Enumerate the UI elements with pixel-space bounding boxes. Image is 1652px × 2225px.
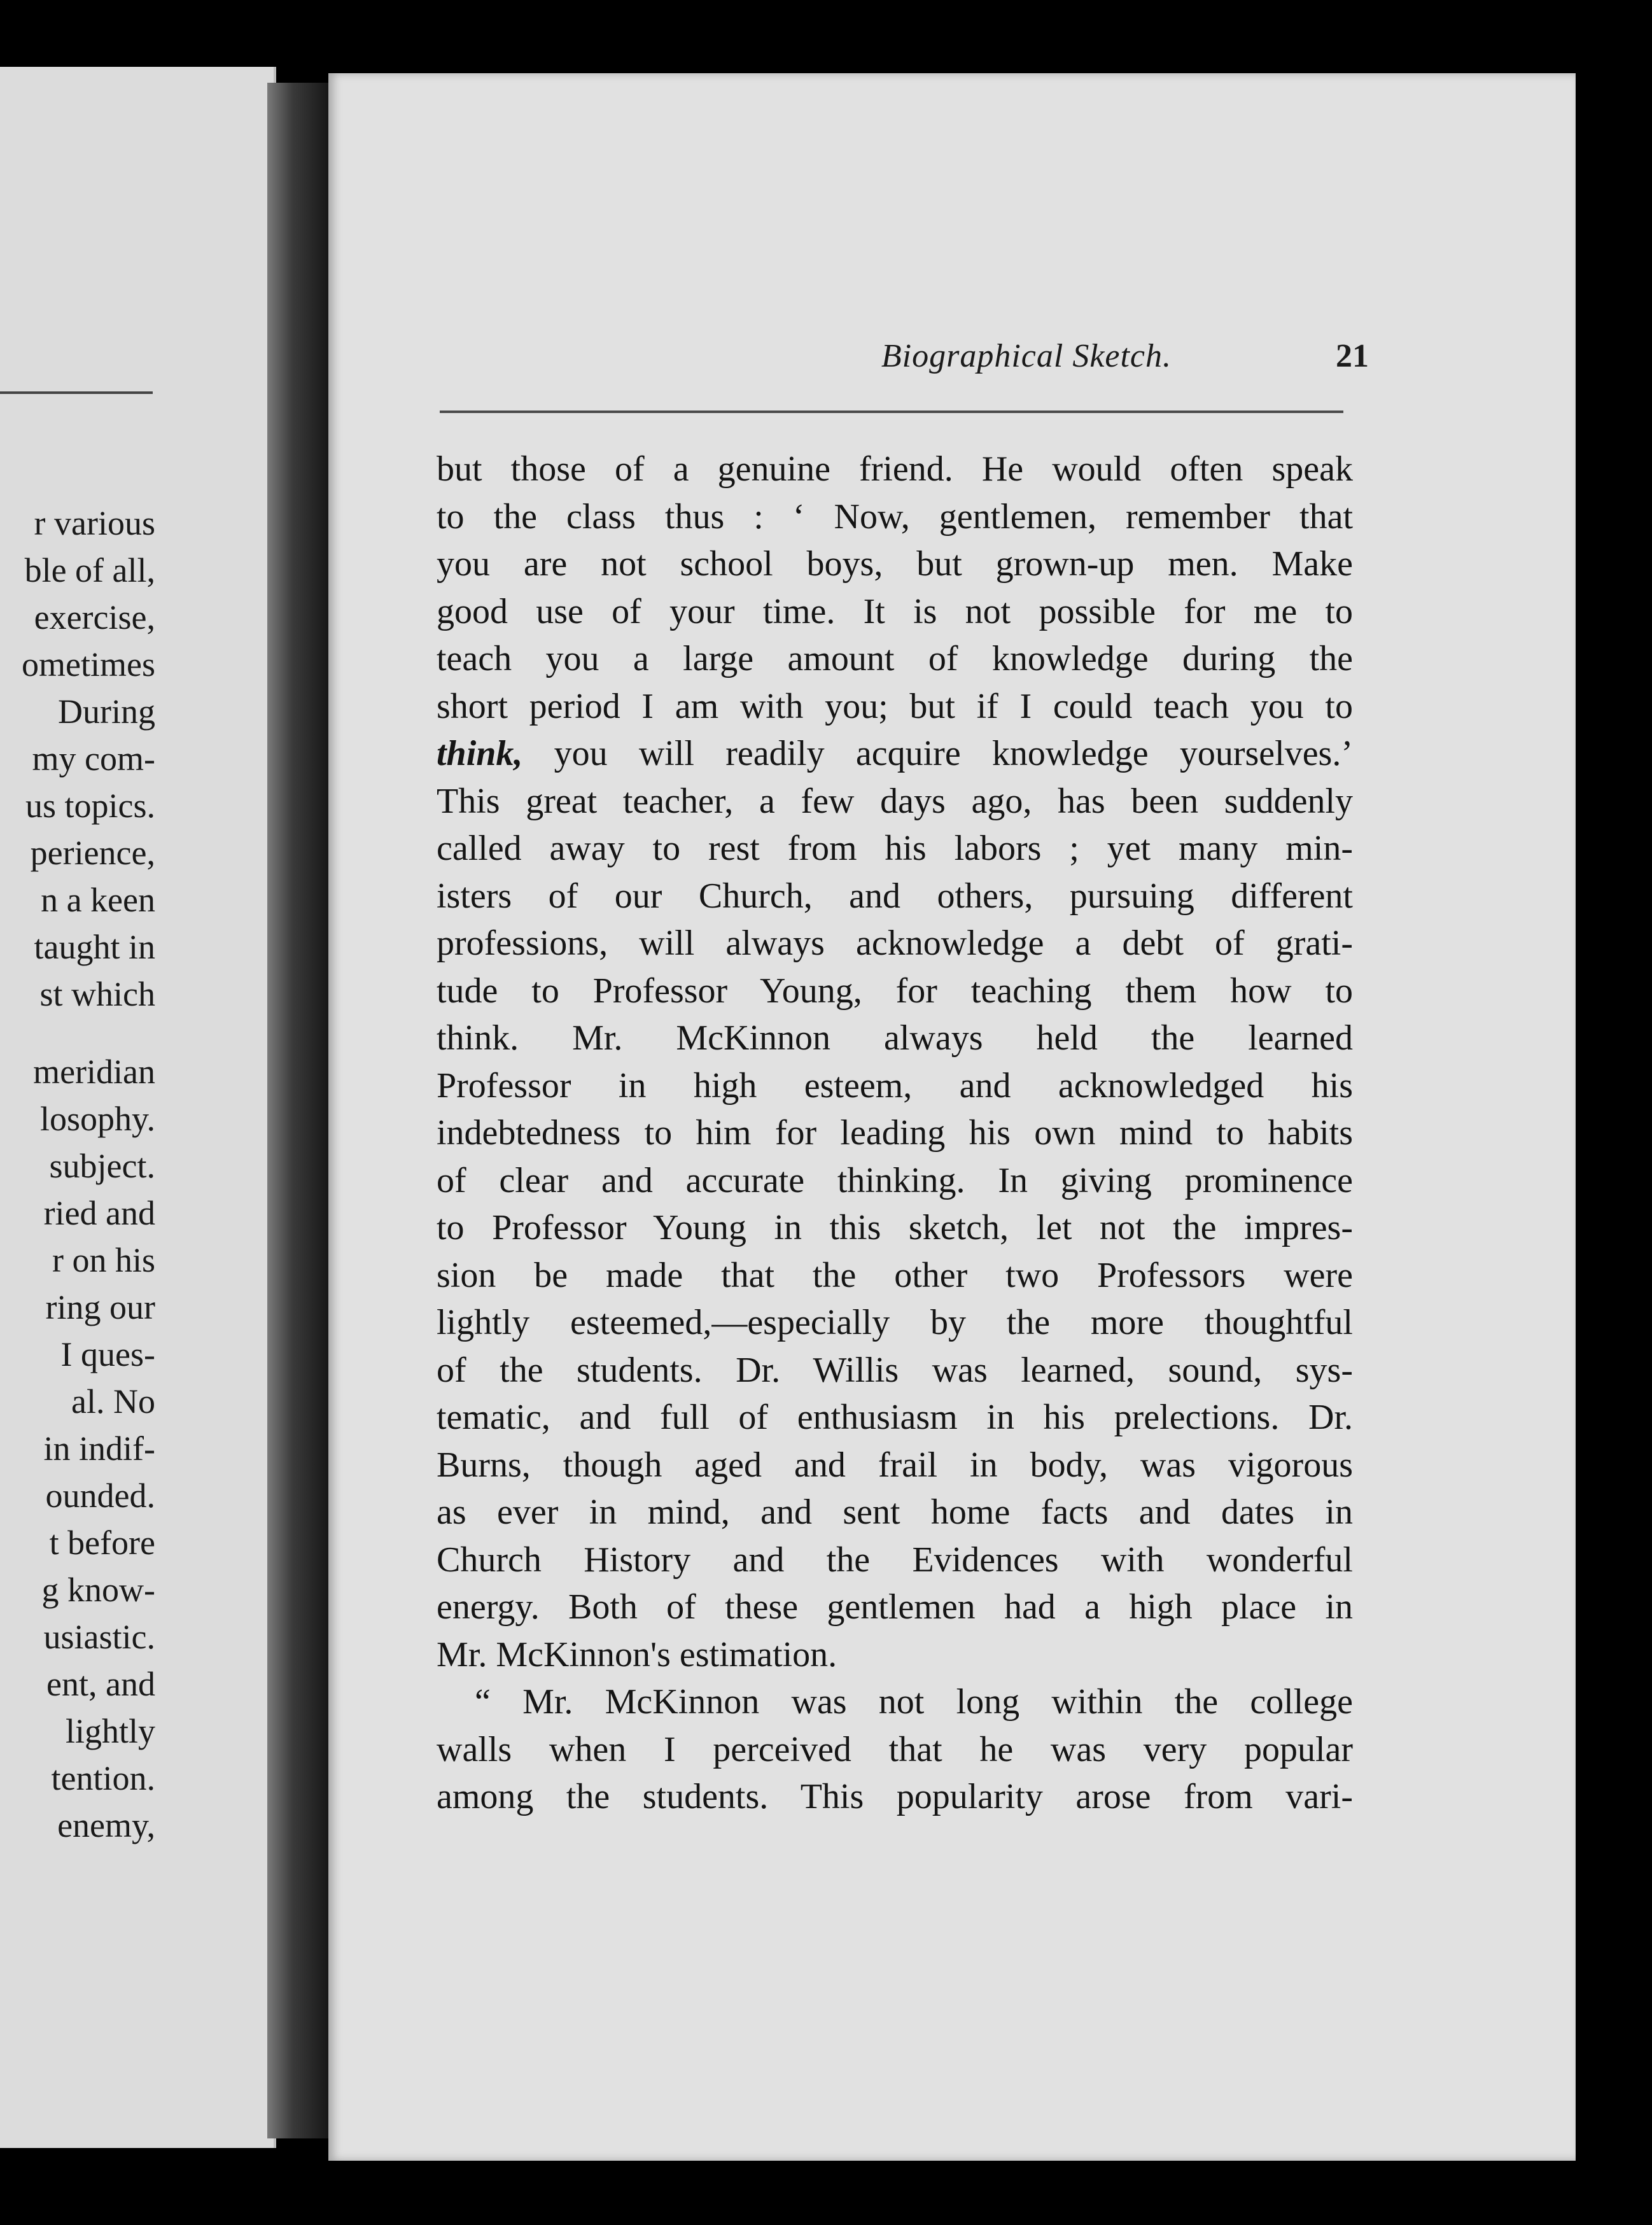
text-line: good use of your time. It is not possible for me to bbox=[437, 591, 1353, 631]
book-gutter-shadow bbox=[267, 83, 331, 2138]
book-page bbox=[328, 73, 1576, 2161]
previous-page-line: r on his bbox=[52, 1241, 155, 1279]
previous-page-line: losophy. bbox=[39, 1100, 155, 1138]
previous-page-line: During bbox=[58, 692, 155, 731]
previous-page-line: meridian bbox=[33, 1053, 155, 1091]
text-line: you are not school boys, but grown-up men. Make bbox=[437, 544, 1353, 584]
previous-page-fragment bbox=[0, 67, 276, 2148]
previous-page-line: I ques- bbox=[60, 1335, 155, 1373]
text-line: energy. Both of these gentlemen had a high place in bbox=[437, 1587, 1353, 1627]
previous-page-line: ometimes bbox=[22, 645, 155, 684]
page-body-text bbox=[437, 446, 1353, 1821]
text-line: tematic, and full of enthusiasm in his prelections. Dr. bbox=[437, 1398, 1353, 1437]
previous-page-line: t before bbox=[49, 1524, 155, 1562]
running-header bbox=[433, 337, 1369, 395]
previous-page-line: n a keen bbox=[41, 881, 155, 919]
text-line: lightly esteemed,—especially by the more thoughtful bbox=[437, 1303, 1353, 1342]
previous-page-line: taught in bbox=[34, 928, 155, 966]
paragraph-start-line: “ Mr. McKinnon was not long within the college bbox=[475, 1682, 1353, 1722]
previous-page-line: us topics. bbox=[25, 787, 155, 825]
text-line: This great teacher, a few days ago, has been suddenly bbox=[437, 781, 1353, 821]
previous-page-line: exercise, bbox=[34, 598, 155, 636]
text-line: to Professor Young in this sketch, let not the impres- bbox=[437, 1208, 1353, 1247]
previous-page-line: usiastic. bbox=[43, 1618, 155, 1656]
text-line: teach you a large amount of knowledge during the bbox=[437, 639, 1353, 678]
text-line: among the students. This popularity arose from vari- bbox=[437, 1777, 1353, 1816]
previous-page-line: ried and bbox=[43, 1194, 155, 1232]
text-line: but those of a genuine friend. He would often speak bbox=[437, 449, 1353, 489]
paragraph-end-line: Mr. McKinnon's estimation. bbox=[437, 1634, 837, 1674]
text-line: think. Mr. McKinnon always held the learned bbox=[437, 1018, 1353, 1058]
previous-page-line: al. No bbox=[71, 1382, 155, 1421]
previous-page-line: subject. bbox=[49, 1147, 155, 1185]
previous-page-text bbox=[22, 500, 155, 1849]
previous-page-line: ble of all, bbox=[24, 551, 155, 589]
header-rule bbox=[440, 411, 1343, 413]
previous-page-line: lightly bbox=[65, 1712, 155, 1750]
previous-page-line: in indif- bbox=[43, 1429, 155, 1468]
text-line: of the students. Dr. Willis was learned, sound, sys- bbox=[437, 1350, 1353, 1390]
previous-page-line: ring our bbox=[45, 1288, 155, 1326]
page-number: 21 bbox=[1336, 338, 1369, 374]
text-line: to the class thus : ‘ Now, gentlemen, remember that bbox=[437, 496, 1353, 537]
text-line: sion be made that the other two Professors were bbox=[437, 1255, 1353, 1295]
text-line-think bbox=[437, 730, 1353, 778]
text-line: indebtedness to him for leading his own mind to habits bbox=[437, 1113, 1353, 1153]
previous-page-line: tention. bbox=[51, 1759, 155, 1797]
previous-page-line: my com- bbox=[32, 740, 155, 778]
text-line: of clear and accurate thinking. In giving prominence bbox=[437, 1160, 1353, 1200]
previous-page-line: perience, bbox=[30, 834, 155, 872]
text-line: tude to Professor Young, for teaching them how to bbox=[437, 971, 1353, 1011]
previous-page-line: ounded. bbox=[45, 1477, 155, 1515]
text-line: professions, will always acknowledge a debt of grati- bbox=[437, 923, 1353, 963]
text-line: Professor in high esteem, and acknowledged his bbox=[437, 1065, 1353, 1105]
previous-page-line: ent, and bbox=[46, 1665, 155, 1703]
previous-page-line: r various bbox=[34, 504, 155, 542]
running-title: Biographical Sketch. bbox=[881, 338, 1172, 374]
text-line: as ever in mind, and sent home facts and dates in bbox=[437, 1492, 1353, 1532]
previous-page-line: enemy, bbox=[57, 1806, 155, 1844]
text-line: isters of our Church, and others, pursuing different bbox=[437, 876, 1353, 916]
text-line-think-rest: you will readily acquire knowledge yourselves.’ bbox=[522, 734, 1353, 773]
previous-page-line: st which bbox=[39, 975, 155, 1013]
previous-page-header-rule bbox=[0, 391, 153, 394]
previous-page-line: g know- bbox=[41, 1571, 155, 1609]
text-line: walls when I perceived that he was very popular bbox=[437, 1729, 1353, 1769]
text-line: Church History and the Evidences with wonderful bbox=[437, 1540, 1353, 1580]
text-line: called away to rest from his labors ; yet many min- bbox=[437, 829, 1353, 868]
text-line: short period I am with you; but if I could teach you to bbox=[437, 686, 1353, 726]
italic-word-think: think, bbox=[437, 734, 523, 773]
text-line: Burns, though aged and frail in body, was vigorous bbox=[437, 1445, 1353, 1485]
